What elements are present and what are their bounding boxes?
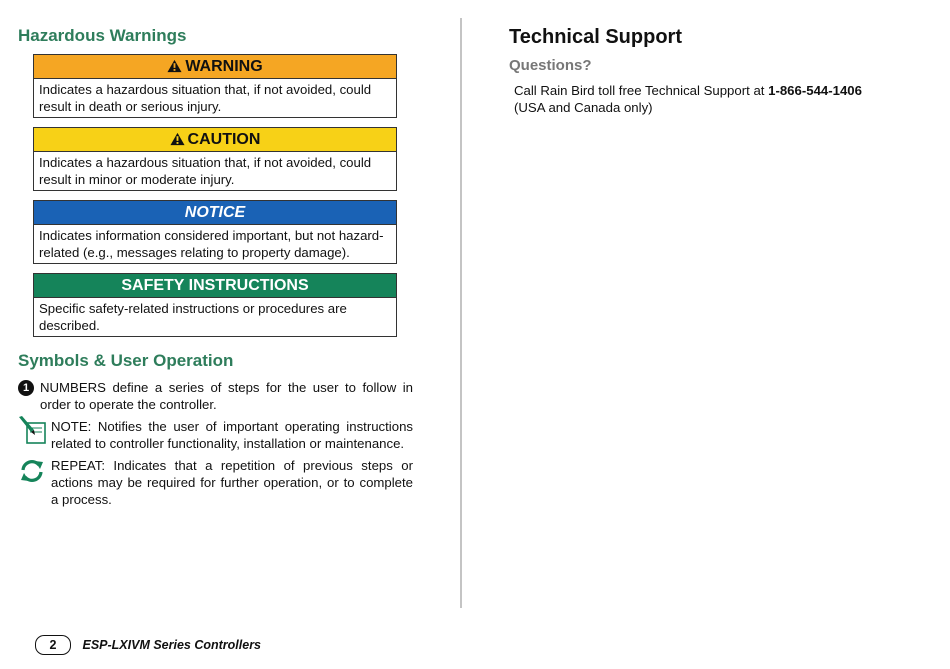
caution-header xyxy=(34,128,396,152)
right-column xyxy=(509,26,909,116)
caution-label: CAUTION xyxy=(187,131,261,148)
numbers-text: NUMBERS define a series of steps for the user to follow in order to operate the controller. xyxy=(40,380,413,412)
number-one-icon: 1 xyxy=(18,380,34,396)
support-text xyxy=(514,82,909,116)
page-number: 2 xyxy=(35,635,71,655)
notice-header: NOTICE xyxy=(34,201,396,225)
repeat-arrows-icon xyxy=(18,457,46,485)
support-title: Technical Support xyxy=(509,26,682,48)
note-text: NOTE: Notifies the user of important operating instructions related to controller functionality, installation or maintenance. xyxy=(51,419,413,451)
caution-triangle-icon xyxy=(170,132,185,146)
symbols-heading: Symbols & User Operation xyxy=(18,351,234,370)
caution-box xyxy=(33,127,397,191)
left-column xyxy=(18,26,418,507)
safety-box xyxy=(33,273,397,337)
support-line2: (USA and Canada only) xyxy=(514,100,653,115)
warning-header xyxy=(34,55,396,79)
warning-box xyxy=(33,54,397,118)
caution-text: Indicates a hazardous situation that, if not avoided, could result in minor or moderate injury. xyxy=(39,155,372,187)
safety-header: SAFETY INSTRUCTIONS xyxy=(34,274,396,298)
hazard-heading: Hazardous Warnings xyxy=(18,26,187,45)
footer-title: ESP-LXIVM Series Controllers xyxy=(82,638,262,652)
column-divider xyxy=(460,18,462,608)
warning-triangle-icon xyxy=(167,59,182,73)
support-phone: 1-866-544-1406 xyxy=(768,83,862,98)
note-pencil-icon xyxy=(18,416,48,446)
warning-text: Indicates a hazardous situation that, if not avoided, could result in death or serious injury. xyxy=(39,82,372,114)
support-line1: Call Rain Bird toll free Technical Support at xyxy=(514,83,769,98)
notice-box xyxy=(33,200,397,264)
notice-text: Indicates information considered important, but not hazard-related (e.g., messages relating to property damage). xyxy=(39,228,384,260)
page-footer xyxy=(35,635,261,655)
warning-label: WARNING xyxy=(185,58,263,75)
repeat-text: REPEAT: Indicates that a repetition of previous steps or actions may be required for further operation, or to complete a process. xyxy=(51,458,413,507)
safety-text: Specific safety-related instructions or procedures are described. xyxy=(39,301,347,333)
questions-heading: Questions? xyxy=(509,57,592,74)
